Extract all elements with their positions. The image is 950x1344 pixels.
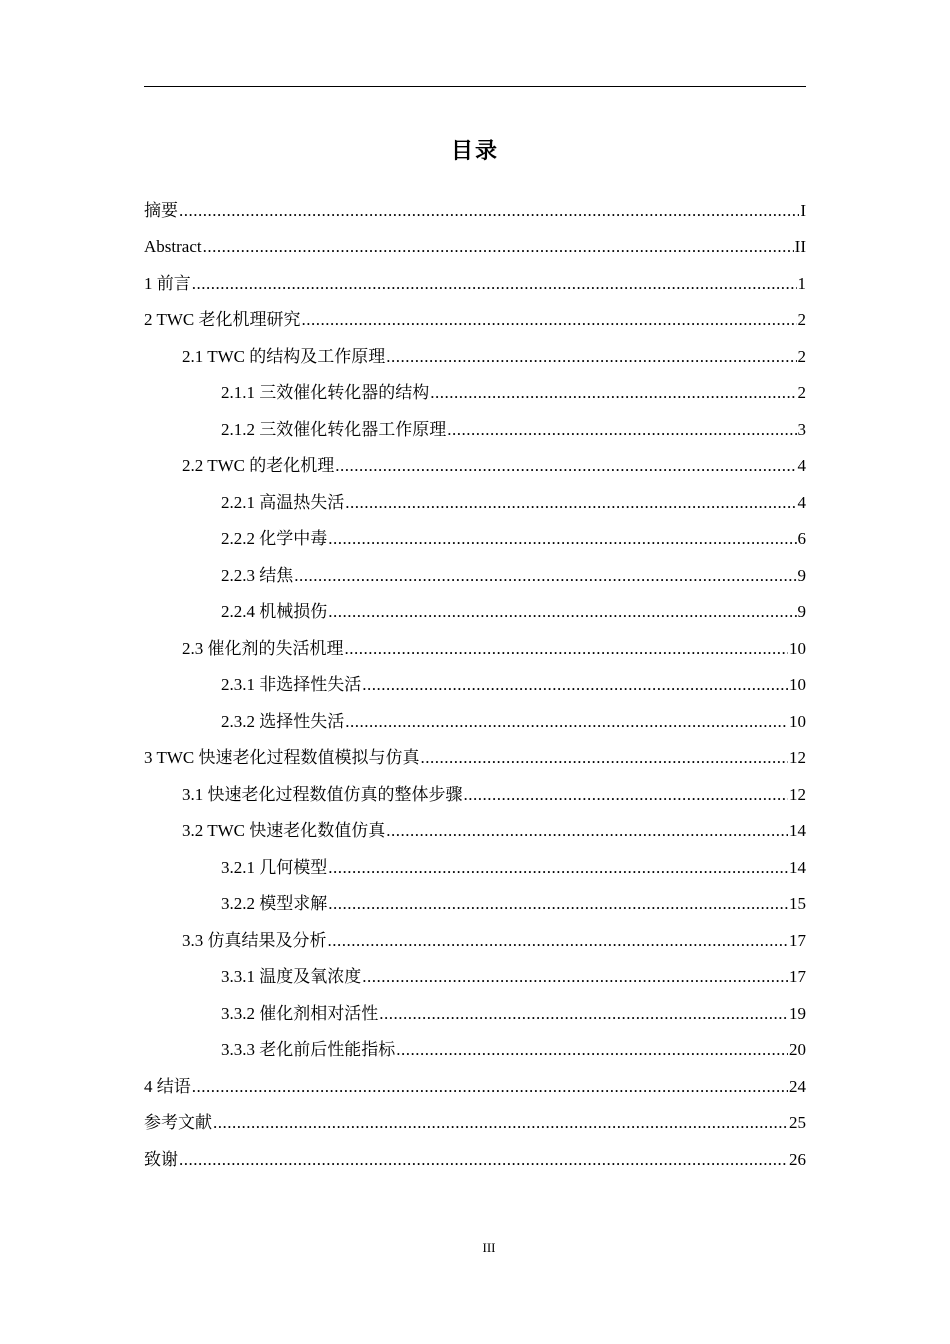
toc-entry[interactable] <box>144 1060 806 1097</box>
toc-entry-page: 9 <box>797 602 806 621</box>
toc-entry[interactable] <box>144 1024 806 1061</box>
toc-entry-page: I <box>800 200 806 220</box>
toc-entry[interactable] <box>144 878 806 915</box>
toc-entry[interactable] <box>144 367 806 404</box>
toc-entry[interactable] <box>144 257 806 294</box>
toc-entry-page: 4 <box>797 456 806 475</box>
toc-entry-label: 2.3 催化剂的失活机理 <box>182 638 344 658</box>
toc-entry-label: 2.2.2 化学中毒 <box>221 529 328 548</box>
dot-leader <box>464 785 789 805</box>
dot-leader <box>192 1077 788 1097</box>
toc-entry-label: 2.1.2 三效催化转化器工作原理 <box>221 419 447 439</box>
toc-entry-page: 2 <box>797 383 806 402</box>
dot-leader <box>213 1113 788 1133</box>
toc-entry-label: 3.3.2 催化剂相对活性 <box>221 1003 379 1023</box>
toc-entry-label: 2.3.1 非选择性失活 <box>221 675 362 694</box>
toc-entry-label: 3.2.1 几何模型 <box>221 857 328 877</box>
toc-entry[interactable] <box>144 732 806 769</box>
toc-entry-page: II <box>794 237 806 256</box>
page-number: III <box>482 1240 496 1255</box>
toc-entry-label: 参考文献 <box>144 1113 212 1132</box>
toc-entry-label: Abstract <box>144 237 202 256</box>
toc-entry-label: 2.3.2 选择性失活 <box>221 711 345 731</box>
toc-entry-label: 2 TWC 老化机理研究 <box>144 310 301 329</box>
dot-leader <box>379 1004 788 1024</box>
toc-entry-label: 2.1 TWC 的结构及工作原理 <box>182 346 386 366</box>
toc-entry-label: 2.1.1 三效催化转化器的结构 <box>221 383 430 402</box>
dot-leader <box>179 201 799 221</box>
toc-entry-label: 2.2.4 机械损伤 <box>221 602 328 621</box>
toc-entry-page: 10 <box>789 675 806 694</box>
toc-entry[interactable] <box>144 841 806 878</box>
toc-entry[interactable] <box>144 695 806 732</box>
dot-leader <box>328 894 788 914</box>
toc-entry[interactable] <box>144 951 806 988</box>
toc-entry[interactable] <box>144 987 806 1024</box>
toc-entry[interactable] <box>144 440 806 477</box>
dot-leader <box>179 1150 788 1170</box>
dot-leader <box>294 566 796 586</box>
dot-leader <box>203 237 794 257</box>
table-of-contents <box>144 184 806 1170</box>
toc-entry-label: 3.2 TWC 快速老化数值仿真 <box>182 821 386 840</box>
toc-entry[interactable] <box>144 1097 806 1134</box>
toc-entry-label: 2.2 TWC 的老化机理 <box>182 456 335 475</box>
dot-leader <box>345 493 796 513</box>
toc-entry-page: 10 <box>789 711 806 731</box>
toc-entry-label: 1 前言 <box>144 273 191 293</box>
toc-entry[interactable] <box>144 184 806 221</box>
dot-leader <box>396 1040 788 1060</box>
dot-leader <box>386 347 796 367</box>
toc-entry[interactable] <box>144 914 806 951</box>
toc-entry-page: 10 <box>789 638 806 658</box>
toc-entry-label: 3.3.3 老化前后性能指标 <box>221 1040 396 1059</box>
toc-entry-page: 2 <box>797 310 806 329</box>
dot-leader <box>362 675 788 695</box>
toc-entry[interactable] <box>144 805 806 842</box>
toc-entry[interactable] <box>144 476 806 513</box>
page-title: 目录 <box>450 139 499 164</box>
toc-entry-label: 4 结语 <box>144 1076 191 1096</box>
dot-leader <box>345 712 788 732</box>
dot-leader <box>328 602 796 622</box>
toc-entry-page: 15 <box>789 894 806 913</box>
toc-entry[interactable] <box>144 622 806 659</box>
toc-entry-page: 1 <box>797 273 806 293</box>
toc-entry-label: 2.2.3 结焦 <box>221 565 294 585</box>
dot-leader <box>301 310 796 330</box>
dot-leader <box>328 529 796 549</box>
toc-entry-page: 12 <box>789 784 806 804</box>
toc-entry-page: 25 <box>789 1113 806 1132</box>
dot-leader <box>345 639 789 659</box>
toc-entry-page: 14 <box>789 821 806 840</box>
toc-entry[interactable] <box>144 294 806 331</box>
toc-entry-page: 12 <box>789 748 806 767</box>
toc-entry-page: 14 <box>789 857 806 877</box>
toc-entry-page: 19 <box>789 1003 806 1023</box>
toc-entry-page: 20 <box>789 1040 806 1059</box>
toc-entry[interactable] <box>144 221 806 258</box>
toc-entry-page: 24 <box>789 1076 806 1096</box>
dot-leader <box>430 383 796 403</box>
toc-entry-label: 3 TWC 快速老化过程数值模拟与仿真 <box>144 748 420 767</box>
toc-entry-page: 17 <box>789 967 806 986</box>
dot-leader <box>386 821 788 841</box>
toc-entry-page: 2 <box>797 346 806 366</box>
toc-entry[interactable] <box>144 549 806 586</box>
toc-entry[interactable] <box>144 403 806 440</box>
toc-entry-page: 4 <box>797 492 806 512</box>
toc-entry-label: 3.3 仿真结果及分析 <box>182 930 327 950</box>
toc-entry-label: 摘要 <box>144 200 178 220</box>
toc-entry-label: 2.2.1 高温热失活 <box>221 492 345 512</box>
dot-leader <box>447 420 796 440</box>
toc-entry-page: 26 <box>789 1149 806 1169</box>
toc-entry[interactable] <box>144 586 806 623</box>
toc-entry[interactable] <box>144 1133 806 1170</box>
header-rule <box>144 86 806 87</box>
dot-leader <box>335 456 796 476</box>
toc-entry-page: 3 <box>797 419 806 439</box>
toc-entry-page: 6 <box>797 529 806 548</box>
dot-leader <box>328 931 789 951</box>
dot-leader <box>362 967 788 987</box>
toc-entry-page: 17 <box>789 930 806 950</box>
toc-entry[interactable] <box>144 768 806 805</box>
toc-entry-label: 3.3.1 温度及氧浓度 <box>221 967 362 986</box>
toc-entry[interactable] <box>144 659 806 696</box>
toc-entry-label: 3.2.2 模型求解 <box>221 894 328 913</box>
toc-entry-label: 3.1 快速老化过程数值仿真的整体步骤 <box>182 784 463 804</box>
toc-entry-label: 致谢 <box>144 1149 178 1169</box>
dot-leader <box>420 748 788 768</box>
toc-entry[interactable] <box>144 330 806 367</box>
toc-entry[interactable] <box>144 513 806 550</box>
dot-leader <box>192 274 797 294</box>
toc-entry-page: 9 <box>797 565 806 585</box>
dot-leader <box>328 858 788 878</box>
